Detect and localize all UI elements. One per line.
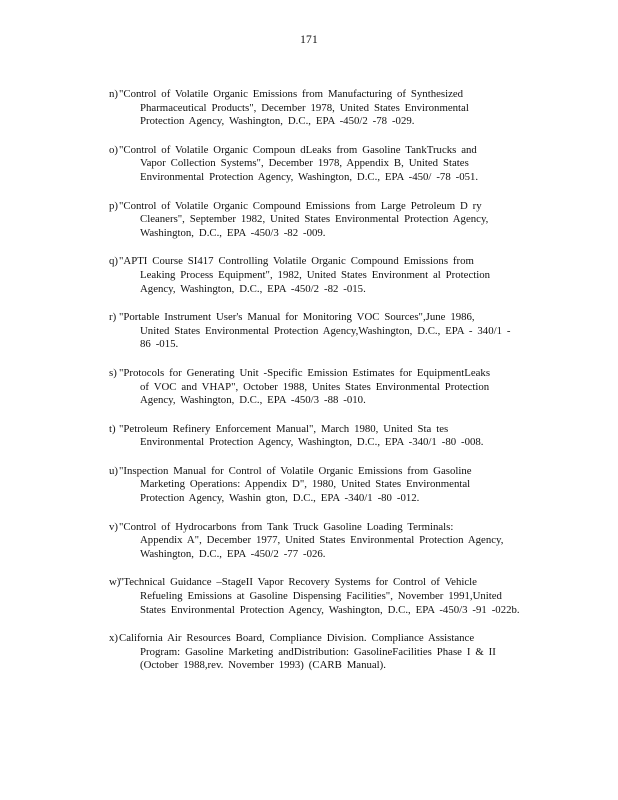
- reference-label: r): [109, 311, 117, 324]
- reference-item: [109, 200, 549, 241]
- reference-line: Cleaners", September 1982, United States Environmental Protection Agency,: [140, 213, 489, 226]
- reference-label: v): [109, 520, 118, 533]
- reference-item: [109, 311, 549, 352]
- page-number: 171: [300, 34, 318, 46]
- reference-label: q): [109, 255, 118, 268]
- reference-label: s): [109, 366, 117, 379]
- reference-item: [109, 576, 549, 617]
- reference-label: t): [109, 422, 116, 435]
- reference-line: "Portable Instrument User's Manual for Monitoring VOC Sources",June 1986,: [119, 311, 475, 324]
- reference-line: "Control of Hydrocarbons from Tank Truck Gasoline Loading Terminals:: [119, 520, 454, 533]
- reference-item: [109, 144, 549, 185]
- reference-label: w): [109, 576, 121, 589]
- reference-line: of VOC and VHAP", October 1988, Unites States Environmental Protection: [140, 380, 490, 393]
- reference-line: Agency, Washington, D.C., EPA -450/2 -82 -015.: [140, 282, 366, 295]
- reference-line: "Control of Volatile Organic Emissions from Manufacturing of Synthesized: [119, 88, 464, 100]
- reference-line: Refueling Emissions at Gasoline Dispensing Facilities", November 1991,United: [140, 590, 502, 603]
- reference-line: Pharmaceutical Products", December 1978, United States Environmental: [140, 101, 469, 114]
- reference-label: n): [109, 88, 118, 100]
- reference-line: Environmental Protection Agency, Washington, D.C., EPA -340/1 -80 -008.: [140, 436, 484, 449]
- reference-label: x): [109, 632, 118, 645]
- reference-list: [109, 88, 549, 688]
- reference-line: Washington, D.C., EPA -450/3 -82 -009.: [140, 226, 326, 239]
- reference-line: "Petroleum Refinery Enforcement Manual", March 1980, United Sta tes: [119, 422, 449, 435]
- reference-item: [109, 255, 549, 296]
- reference-line: (October 1988,rev. November 1993) (CARB Manual).: [140, 659, 386, 672]
- reference-line: Protection Agency, Washin gton, D.C., EPA -340/1 -80 -012.: [140, 492, 420, 505]
- reference-label: u): [109, 464, 118, 477]
- reference-line: United States Environmental Protection Agency,Washington, D.C., EPA - 340/1 -: [140, 324, 511, 337]
- reference-line: 86 -015.: [140, 338, 179, 351]
- reference-line: Washington, D.C., EPA -450/2 -77 -026.: [140, 547, 326, 560]
- reference-item: [109, 367, 549, 408]
- reference-line: Protection Agency, Washington, D.C., EPA -450/2 -78 -029.: [140, 115, 415, 128]
- reference-line: "APTI Course SI417 Controlling Volatile Organic Compound Emissions from: [119, 255, 474, 268]
- reference-line: "Inspection Manual for Control of Volatile Organic Emissions from Gasoline: [119, 464, 472, 477]
- reference-line: Agency, Washington, D.C., EPA -450/3 -88 -010.: [140, 394, 366, 407]
- reference-line: "Control of Volatile Organic Compoun dLeaks from Gasoline TankTrucks and: [119, 143, 477, 156]
- reference-label: o): [109, 143, 118, 156]
- reference-item: [109, 521, 549, 562]
- reference-line: California Air Resources Board, Compliance Division. Compliance Assistance: [119, 632, 475, 645]
- reference-label: p): [109, 199, 118, 212]
- reference-line: "Control of Volatile Organic Compound Emissions from Large Petroleum D ry: [119, 199, 482, 212]
- reference-line: Appendix A", December 1977, United States Environmental Protection Agency,: [140, 534, 504, 547]
- reference-line: Environmental Protection Agency, Washington, D.C., EPA -450/ -78 -051.: [140, 170, 479, 183]
- reference-item: [109, 465, 549, 506]
- reference-line: Leaking Process Equipment", 1982, United States Environment al Protection: [140, 268, 491, 281]
- reference-line: States Environmental Protection Agency, Washington, D.C., EPA -450/3 -91 -022b.: [140, 603, 520, 616]
- reference-line: "Protocols for Generating Unit -Specific Emission Estimates for EquipmentLeaks: [119, 366, 491, 379]
- reference-item: [109, 632, 549, 673]
- reference-line: "Technical Guidance –StageII Vapor Recovery Systems for Control of Vehicle: [119, 576, 477, 589]
- reference-line: Program: Gasoline Marketing andDistribution: GasolineFacilities Phase I & II: [140, 645, 496, 658]
- reference-line: Vapor Collection Systems", December 1978, Appendix B, United States: [140, 157, 469, 170]
- reference-item: [109, 423, 549, 450]
- reference-item: [109, 88, 549, 129]
- reference-line: Marketing Operations: Appendix D", 1980, United States Environmental: [140, 478, 471, 491]
